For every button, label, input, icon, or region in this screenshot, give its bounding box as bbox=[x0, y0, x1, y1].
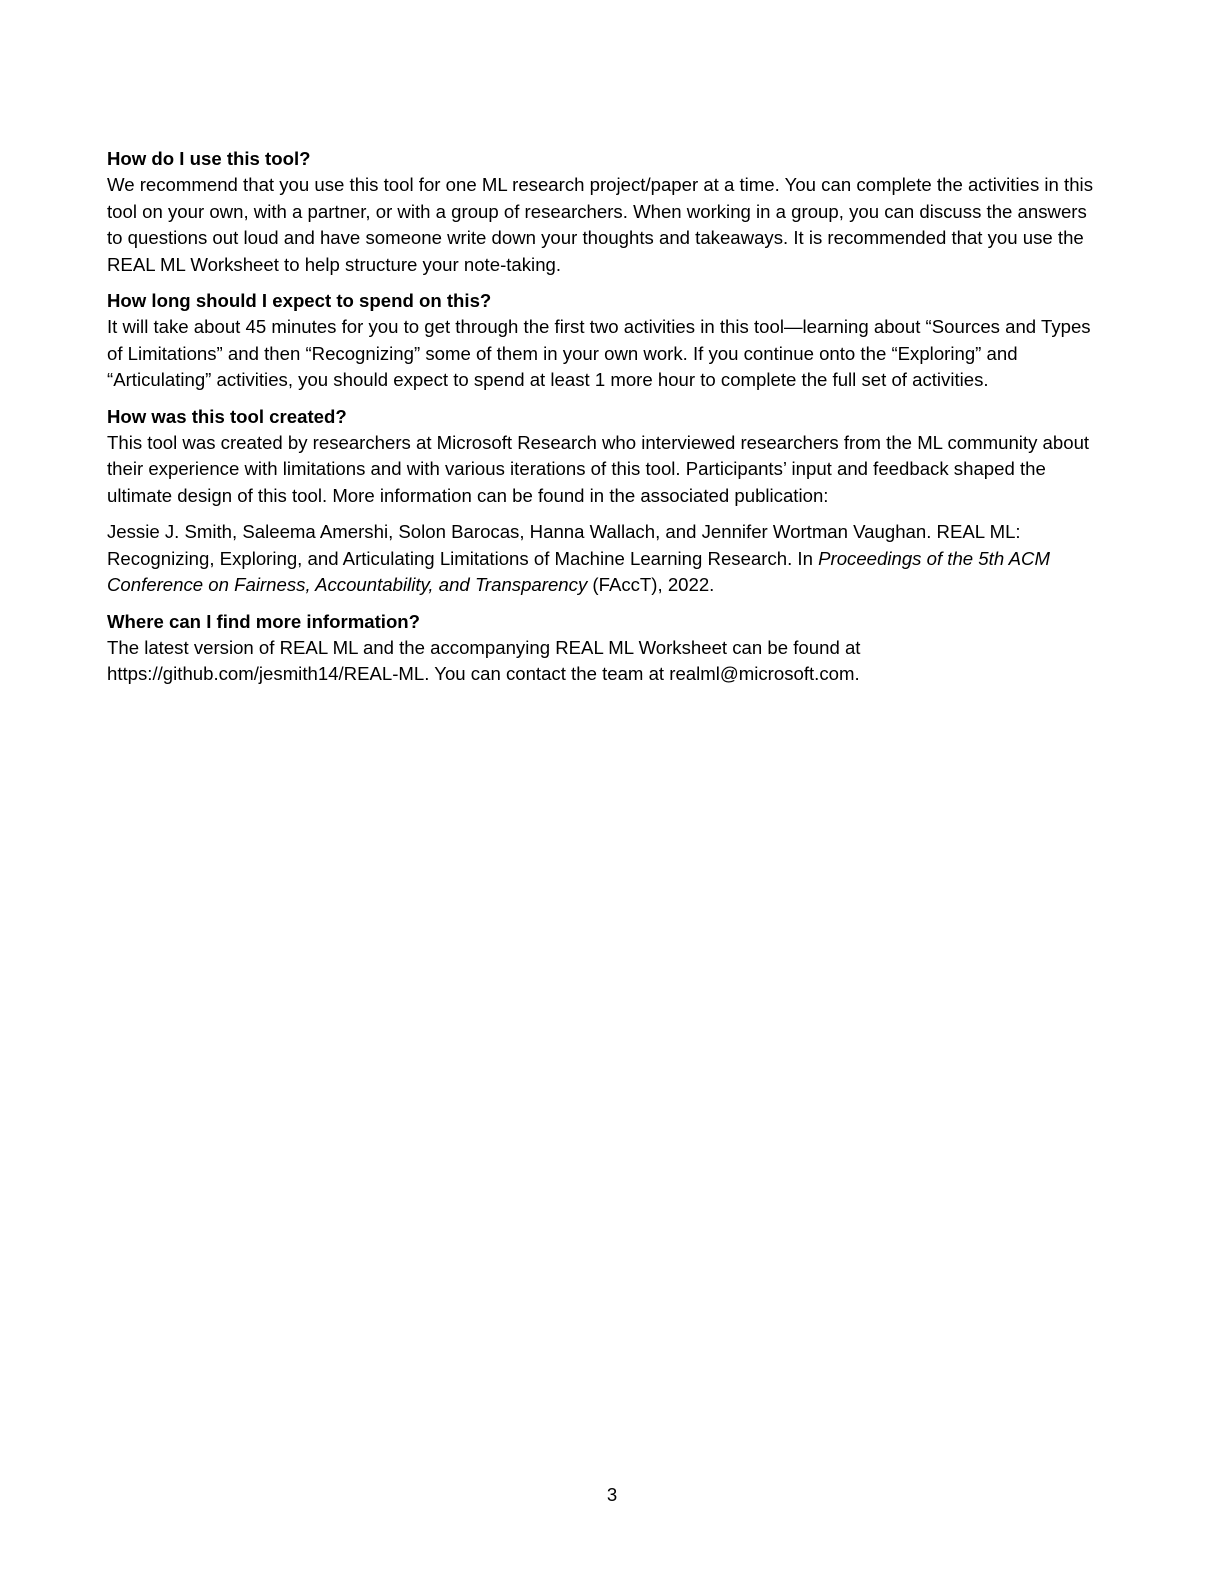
section-body: We recommend that you use this tool for one ML research project/paper at a time. You can complete the activities in this tool on your own, with a partner, or with a group of researchers. When working in a group, you can discuss the answers to questions out loud and have someone write down your thoughts and takeaways. It is recommended that you use the REAL ML Worksheet to help structure your note-taking. bbox=[107, 174, 1093, 275]
section-heading: How do I use this tool? bbox=[107, 148, 311, 169]
page-number: 3 bbox=[606, 1484, 618, 1505]
section-body: It will take about 45 minutes for you to get through the first two activities in this tool—learning about “Sources and Types of Limitations” and then “Recognizing” some of them in your own work. If you continue onto the “Exploring” and “Articulating” activities, you should expect to spend at least 1 more hour to complete the full set of activities. bbox=[107, 316, 1091, 391]
citation-authors-title: Jessie J. Smith, Saleema Amershi, Solon Barocas, Hanna Wallach, and Jennifer Wortman Vaughan. REAL ML: Recognizing, Exploring, and Articulating Limitations of Machine Learning Research. In bbox=[107, 521, 1021, 569]
section-body: This tool was created by researchers at Microsoft Research who interviewed researchers from the ML community about their experience with limitations and with various iterations of this tool. Participants’ input and feedback shaped the ultimate design of this tool. More information can be found in the associated publication: bbox=[107, 432, 1090, 506]
section-time-estimate bbox=[107, 288, 1102, 394]
section-heading: Where can I find more information? bbox=[107, 610, 421, 632]
section-more-info bbox=[107, 609, 1102, 688]
section-body: The latest version of REAL ML and the accompanying REAL ML Worksheet can be found at https://github.com/jesmith14/REAL-ML. You can contact the team at realml@microsoft.com. bbox=[107, 636, 861, 685]
section-how-to-use bbox=[107, 146, 1102, 278]
section-heading: How long should I expect to spend on this? bbox=[107, 290, 492, 312]
publication-citation bbox=[107, 519, 1102, 598]
section-how-created bbox=[107, 404, 1102, 510]
citation-venue: Proceedings of the 5th ACM Conference on Fairness, Accountability, and Transparency bbox=[107, 547, 1050, 596]
section-heading: How was this tool created? bbox=[107, 405, 347, 427]
page-content bbox=[107, 146, 1102, 698]
citation-suffix: (FAccT), 2022. bbox=[587, 574, 715, 596]
